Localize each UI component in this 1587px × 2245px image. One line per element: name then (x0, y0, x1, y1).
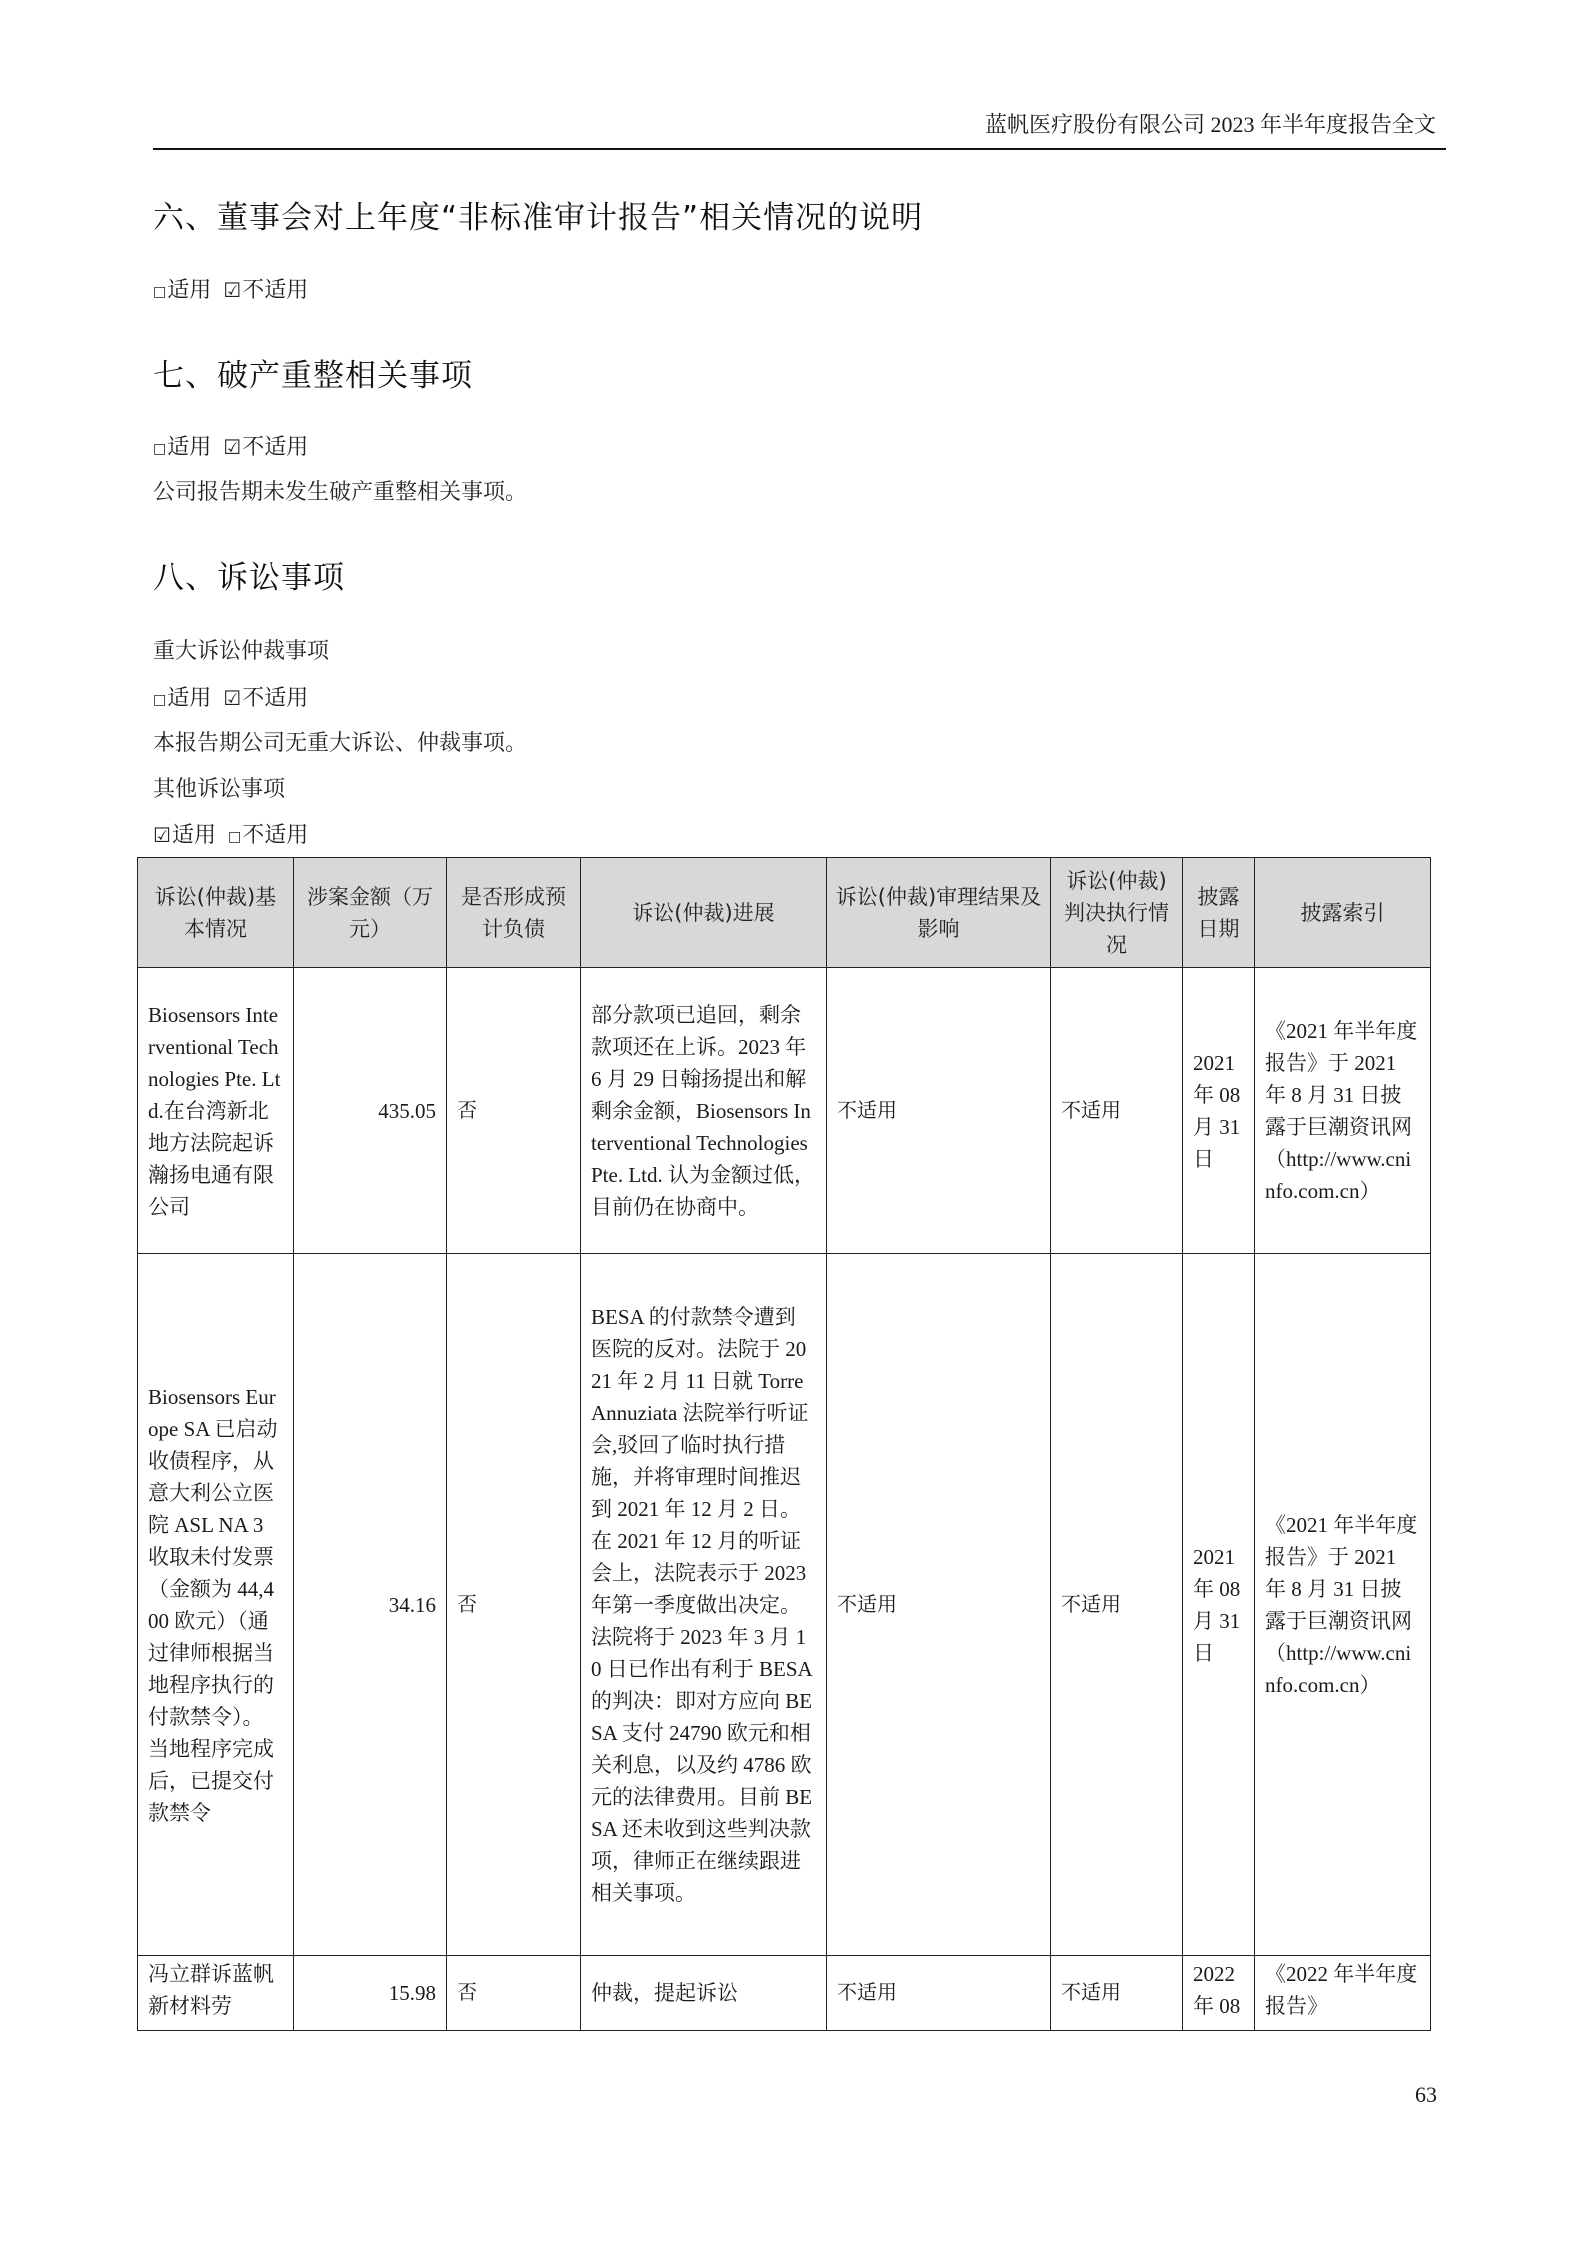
cell-progress: BESA 的付款禁令遭到医院的反对。法院于 2021 年 2 月 11 日就 Torre Annuziata 法院举行听证会,驳回了临时执行措施，并将审理时间推迟到 2021 年 12 月 2 日。在 2021 年 12 月的听证会上，法院表示于 2023 年第一季度做出决定。法院将于 2023 年 3 月 10 日已作出有利于 BESA 的判决：即对方应向 BESA 支付 24790 欧元和相关利息，以及约 4786 欧元的法律费用。目前 BESA 还未收到这些判决款项，律师正在继续跟进相关事项。 (581, 1254, 827, 1956)
column-header-liability: 是否形成预计负债 (447, 858, 581, 968)
column-header-progress: 诉讼(仲裁)进展 (581, 858, 827, 968)
cell-liability: 否 (447, 1254, 581, 1956)
cell-progress: 部分款项已追回，剩余款项还在上诉。2023 年 6 月 29 日翰扬提出和解剩余金额，Biosensors Interventional Technologies Pte. Ltd. 认为金额过低，目前仍在协商中。 (581, 968, 827, 1254)
cell-basic: Biosensors Europe SA 已启动收债程序，从意大利公立医院 ASL NA 3 收取未付发票（金额为 44,400 欧元）（通过律师根据当地程序执行的付款禁令）。当地程序完成后，已提交付款禁令 (138, 1254, 294, 1956)
cell-date: 2021 年 08 月 31 日 (1183, 1254, 1255, 1956)
cell-date: 2022 年 08 (1183, 1956, 1255, 2031)
section-7-applicability (153, 432, 308, 464)
cell-amount: 435.05 (294, 968, 447, 1254)
page-header (153, 108, 1446, 150)
applicable-label: 适用 (171, 823, 216, 848)
column-header-date: 披露日期 (1183, 858, 1255, 968)
cell-liability: 否 (447, 968, 581, 1254)
major-litigation-subheading: 重大诉讼仲裁事项 (153, 639, 330, 664)
column-header-amount: 涉案金额（万元） (294, 858, 447, 968)
column-header-basic: 诉讼(仲裁)基本情况 (138, 858, 294, 968)
checkbox-empty-icon: □ (153, 441, 167, 457)
table-header-row (138, 858, 1431, 968)
cell-result: 不适用 (827, 968, 1051, 1254)
cell-result: 不适用 (827, 1956, 1051, 2031)
table-row (138, 1254, 1431, 1956)
not-applicable-label: 不适用 (242, 435, 309, 460)
checkbox-checked-icon: ☑ (153, 823, 171, 847)
not-applicable-label: 不适用 (242, 278, 309, 303)
checkbox-checked-icon: ☑ (223, 686, 242, 710)
cell-amount: 34.16 (294, 1254, 447, 1956)
cell-index: 《2021 年半年度报告》于 2021 年 8 月 31 日披露于巨潮资讯网（http://www.cninfo.com.cn） (1255, 968, 1431, 1254)
checkbox-checked-icon: ☑ (223, 278, 242, 302)
column-header-index: 披露索引 (1255, 858, 1431, 968)
cell-liability: 否 (447, 1956, 581, 2031)
page-number: 63 (1415, 2082, 1437, 2107)
column-header-execution: 诉讼(仲裁)判决执行情况 (1051, 858, 1183, 968)
cell-progress: 仲裁，提起诉讼 (581, 1956, 827, 2031)
section-6-applicability (153, 275, 308, 307)
checkbox-empty-icon: □ (227, 829, 242, 845)
cell-index: 《2022 年半年度报告》 (1255, 1956, 1431, 2031)
other-litigation-applicability (153, 820, 308, 852)
checkbox-empty-icon: □ (153, 284, 167, 300)
major-litigation-note: 本报告期公司无重大诉讼、仲裁事项。 (153, 731, 528, 756)
cell-basic: Biosensors Interventional Technologies Pte. Ltd.在台湾新北地方法院起诉瀚扬电通有限公司 (138, 968, 294, 1254)
table-row (138, 1956, 1431, 2031)
checkbox-checked-icon: ☑ (223, 435, 242, 459)
checkbox-empty-icon: □ (153, 692, 167, 708)
section-7-note: 公司报告期未发生破产重整相关事项。 (153, 480, 528, 505)
not-applicable-label: 不适用 (242, 686, 309, 711)
section-7-heading: 七、破产重整相关事项 (153, 358, 473, 394)
cell-execution: 不适用 (1051, 1254, 1183, 1956)
applicable-label: 适用 (167, 278, 212, 303)
cell-execution: 不适用 (1051, 1956, 1183, 2031)
not-applicable-label: 不适用 (242, 823, 309, 848)
cell-result: 不适用 (827, 1254, 1051, 1956)
cell-index: 《2021 年半年度报告》于 2021 年 8 月 31 日披露于巨潮资讯网（http://www.cninfo.com.cn） (1255, 1254, 1431, 1956)
applicable-label: 适用 (167, 435, 212, 460)
table-row (138, 968, 1431, 1254)
applicable-label: 适用 (167, 686, 212, 711)
section-6-heading: 六、董事会对上年度“非标准审计报告”相关情况的说明 (153, 200, 924, 236)
major-litigation-applicability (153, 683, 308, 715)
other-litigation-subheading: 其他诉讼事项 (153, 777, 286, 802)
cell-date: 2021 年 08 月 31 日 (1183, 968, 1255, 1254)
section-8-heading: 八、诉讼事项 (153, 560, 345, 596)
column-header-result: 诉讼(仲裁)审理结果及影响 (827, 858, 1051, 968)
report-title: 蓝帆医疗股份有限公司 2023 年半年度报告全文 (984, 112, 1436, 137)
other-litigation-table (137, 857, 1431, 2031)
cell-amount: 15.98 (294, 1956, 447, 2031)
cell-basic: 冯立群诉蓝帆新材料劳 (138, 1956, 294, 2031)
cell-execution: 不适用 (1051, 968, 1183, 1254)
